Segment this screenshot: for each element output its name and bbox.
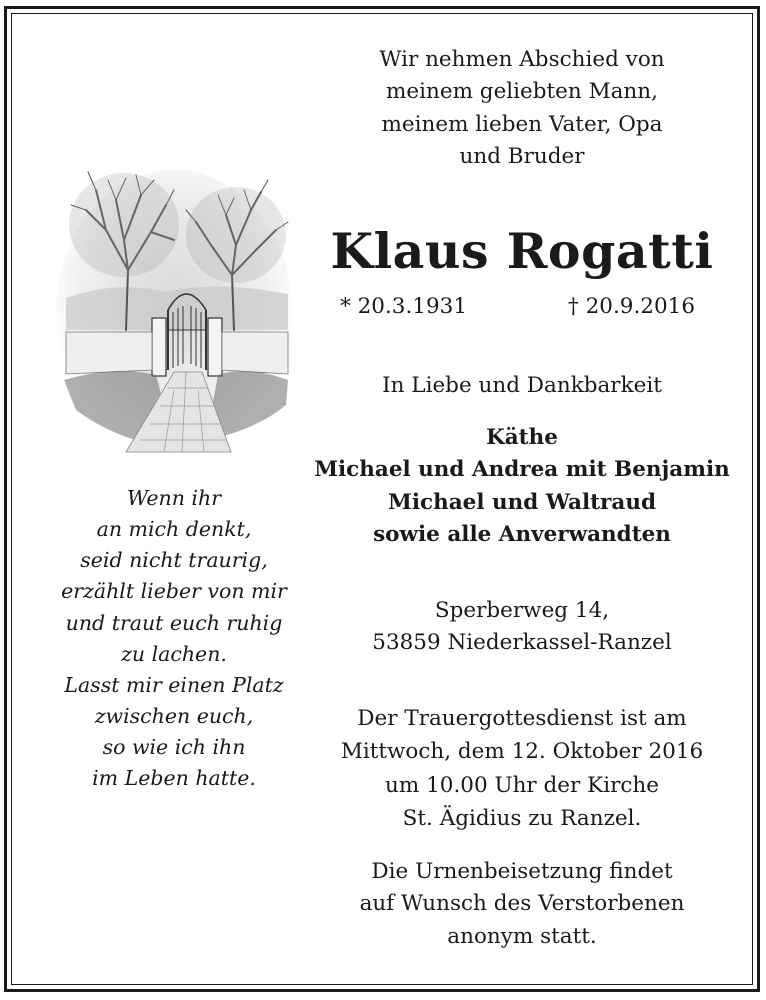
address-line: Sperberweg 14, xyxy=(434,598,610,623)
service-line: Mittwoch, dem 12. Oktober 2016 xyxy=(340,739,704,765)
poem-line: erzählt lieber von mir xyxy=(61,579,287,604)
cemetery-gate-illustration xyxy=(56,160,296,460)
left-wall xyxy=(66,332,152,374)
mourner-name: sowie alle Anverwandten xyxy=(373,521,671,547)
deceased-name: Klaus Rogatti xyxy=(330,222,714,280)
hedge-shape xyxy=(66,286,288,330)
mourner-name: Michael und Waltraud xyxy=(388,489,656,515)
mourners-heading: In Liebe und Dankbarkeit xyxy=(382,373,662,398)
intro-text xyxy=(308,44,736,173)
poem-line: und traut euch ruhig xyxy=(65,610,283,635)
poem-line: so wie ich ihn xyxy=(102,735,246,760)
poem-line: Wenn ihr xyxy=(126,486,221,510)
mourner-name: Michael und Andrea mit Benjamin xyxy=(314,457,730,483)
address xyxy=(308,595,736,660)
birth-date: * 20.3.1931 xyxy=(340,294,468,319)
right-pillar xyxy=(208,318,222,376)
intro-line: meinem geliebten Mann, xyxy=(386,79,658,105)
urn-line: Die Urnenbeisetzung findet xyxy=(371,859,673,884)
poem xyxy=(40,483,308,795)
service-info xyxy=(308,702,736,835)
death-date: † 20.9.2016 xyxy=(568,294,696,319)
left-pillar xyxy=(152,318,166,376)
poem-line: Lasst mir einen Platz xyxy=(64,672,284,697)
urn-line: anonym statt. xyxy=(447,923,597,949)
right-wall xyxy=(222,332,288,374)
poem-line: seid nicht traurig, xyxy=(80,548,268,573)
poem-line: zwischen euch, xyxy=(94,704,254,729)
poem-line: an mich denkt, xyxy=(96,517,252,542)
poem-line: zu lachen. xyxy=(121,641,227,666)
mourner-name: Käthe xyxy=(486,425,558,450)
service-line: Der Trauergottesdienst ist am xyxy=(357,706,687,731)
intro-line: Wir nehmen Abschied von xyxy=(379,47,665,72)
address-line: 53859 Niederkassel-Ranzel xyxy=(372,630,672,656)
service-line: um 10.00 Uhr der Kirche xyxy=(385,772,659,798)
mourners-list xyxy=(308,422,736,551)
intro-line: und Bruder xyxy=(459,143,585,169)
intro-line: meinem lieben Vater, Opa xyxy=(381,111,663,137)
poem-line: im Leben hatte. xyxy=(92,766,256,791)
urn-info xyxy=(308,856,736,953)
service-line: St. Ägidius zu Ranzel. xyxy=(402,805,642,831)
urn-line: auf Wunsch des Verstorbenen xyxy=(359,891,685,917)
